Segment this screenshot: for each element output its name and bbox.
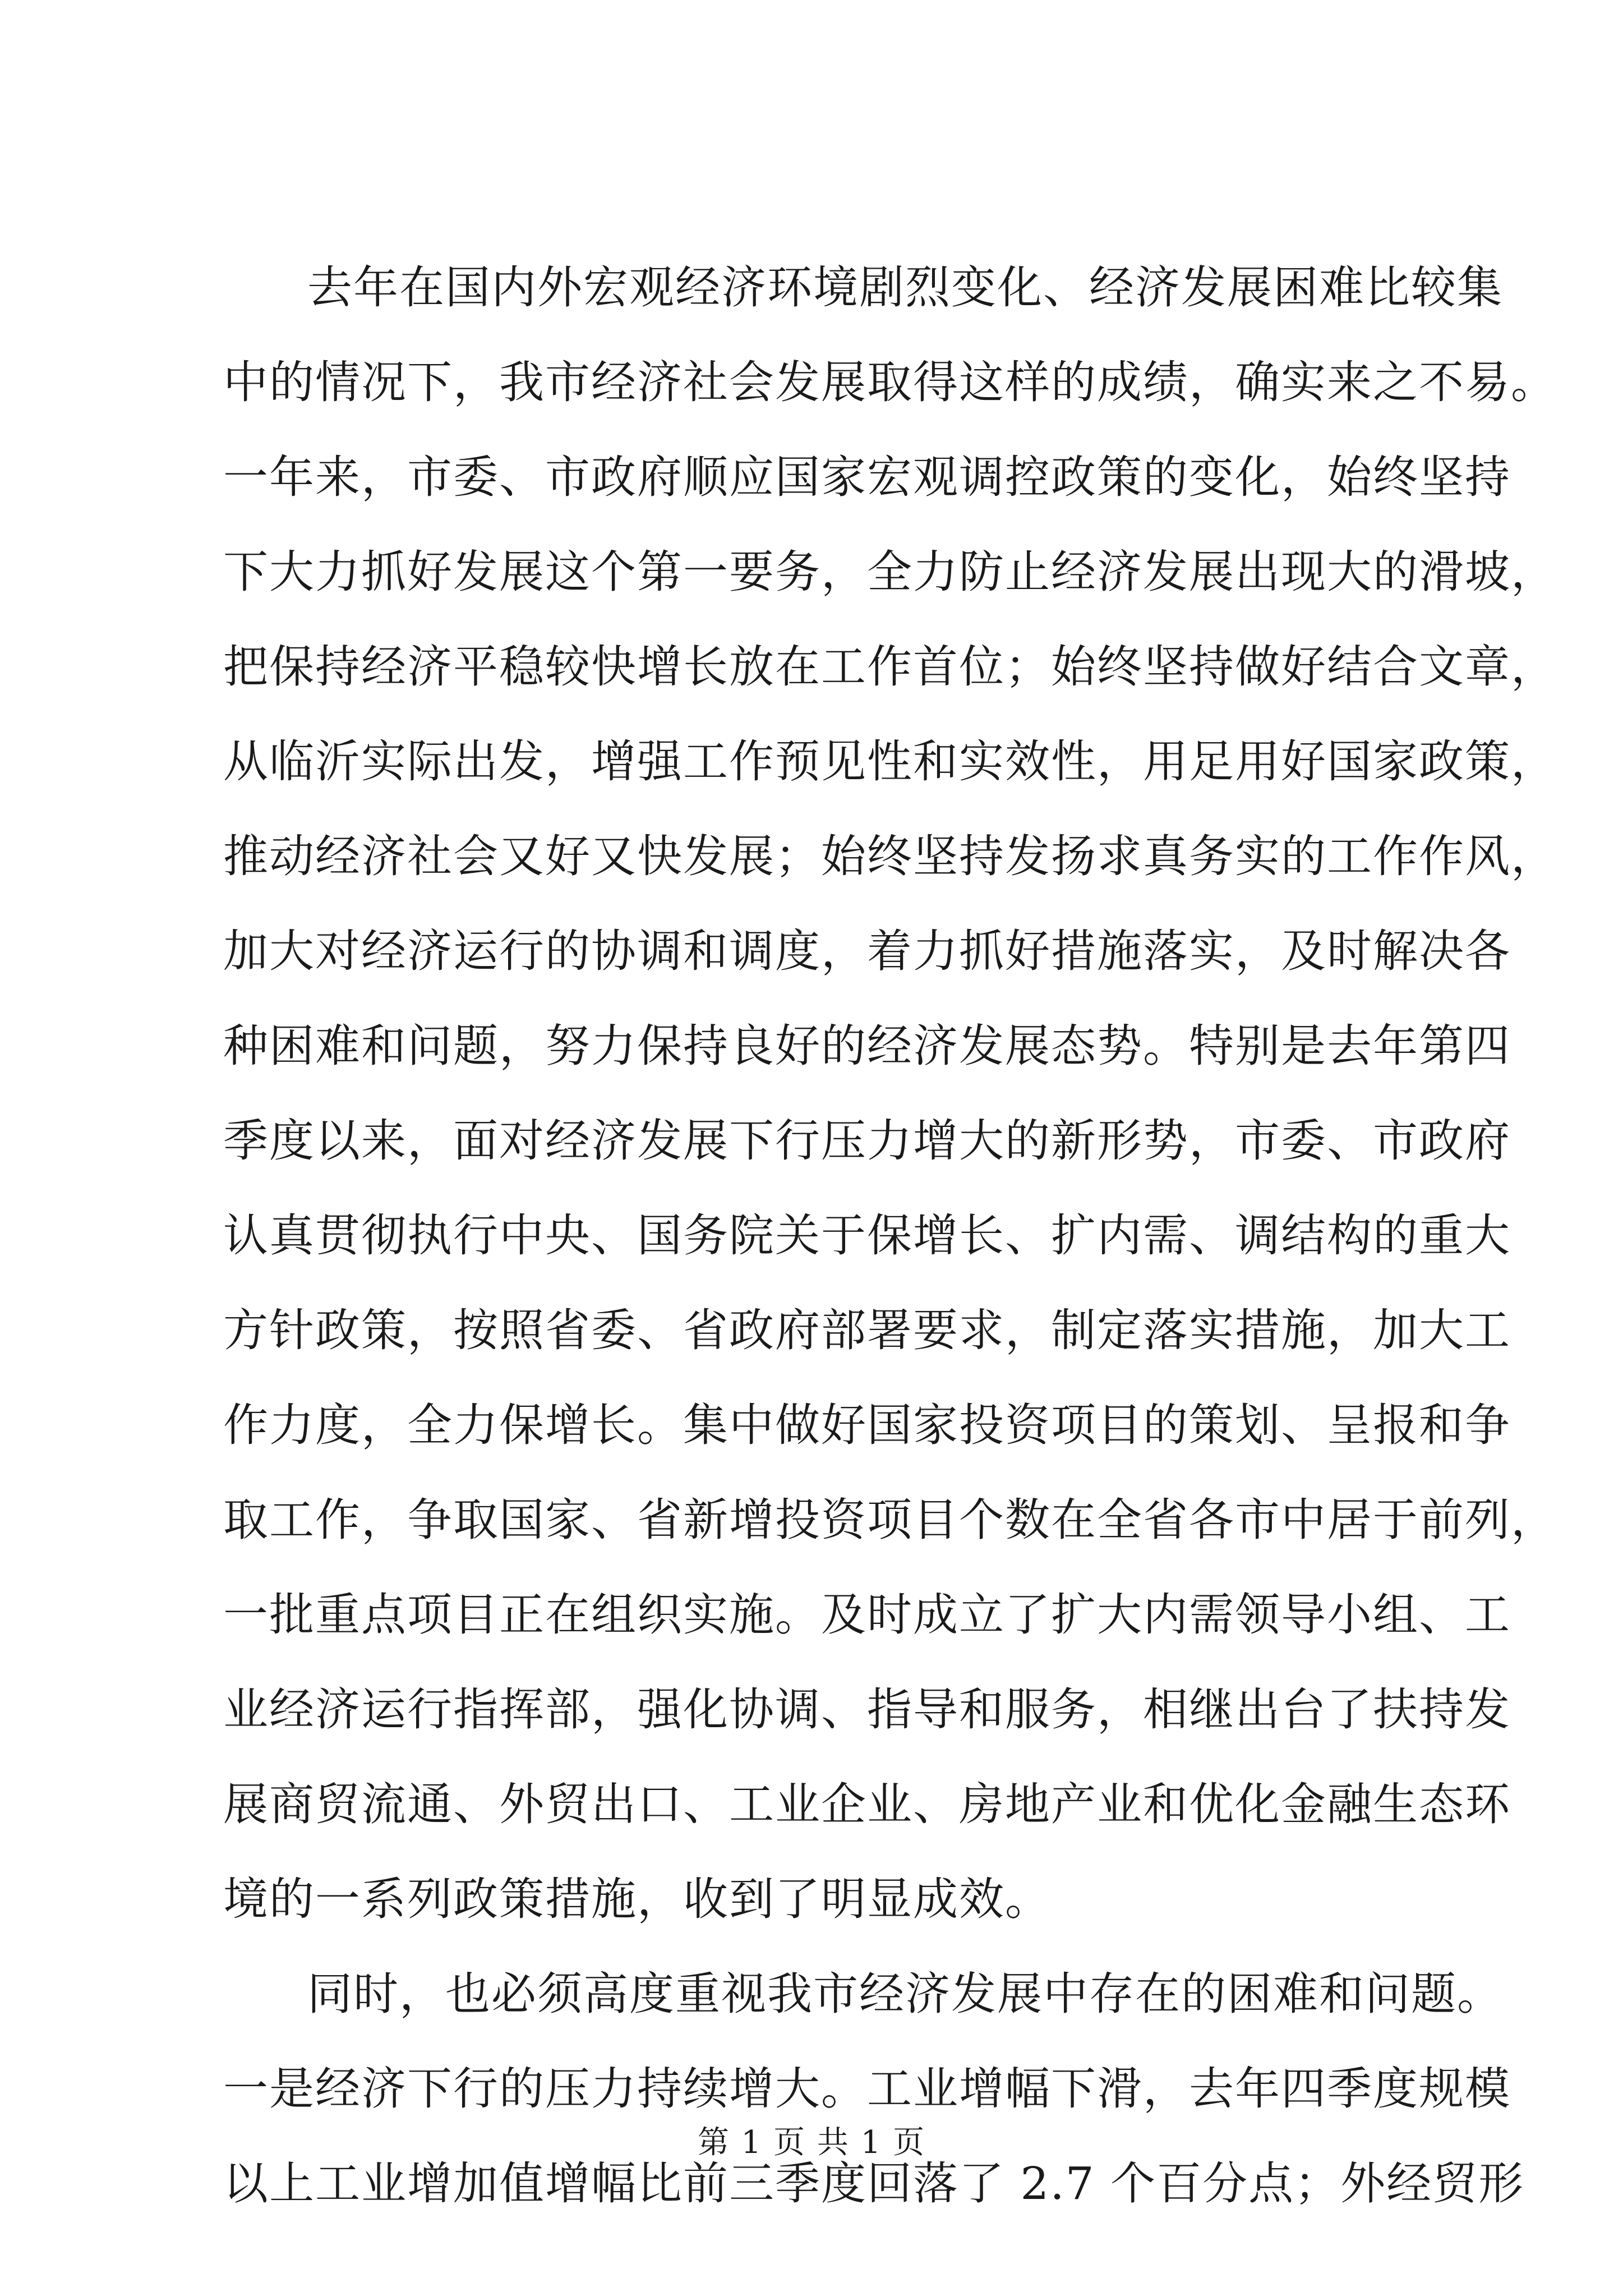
page-number-footer: 第 1 页 共 1 页 <box>697 2124 926 2161</box>
paragraph-2 <box>223 1968 1525 2210</box>
text-line: 季度以来，面对经济发展下行压力增大的新形势，市委、市政府 <box>223 1115 1511 1167</box>
text-line: 一是经济下行的压力持续增大。工业增幅下滑，去年四季度规模 <box>223 2063 1511 2115</box>
text-line: 取工作，争取国家、省新增投资项目个数在全省各市中居于前列， <box>223 1494 1557 1546</box>
text-line: 种困难和问题，努力保持良好的经济发展态势。特别是去年第四 <box>223 1020 1511 1072</box>
text-line: 推动经济社会又好又快发展；始终坚持发扬求真务实的工作作风， <box>223 830 1557 882</box>
text-line: 从临沂实际出发，增强工作预见性和实效性，用足用好国家政策， <box>223 735 1557 788</box>
text-line: 以上工业增加值增幅比前三季度回落了 2.7 个百分点；外经贸形 <box>223 2157 1525 2210</box>
text-line: 把保持经济平稳较快增长放在工作首位；始终坚持做好结合文章， <box>223 641 1557 693</box>
text-line: 下大力抓好发展这个第一要务，全力防止经济发展出现大的滑坡， <box>223 546 1557 598</box>
text-line: 一批重点项目正在组织实施。及时成立了扩大内需领导小组、工 <box>223 1589 1511 1641</box>
document-body <box>223 261 1557 2254</box>
text-line: 展商贸流通、外贸出口、工业企业、房地产业和优化金融生态环 <box>223 1778 1511 1830</box>
text-line: 去年在国内外宏观经济环境剧烈变化、经济发展困难比较集 <box>307 261 1503 314</box>
text-line: 境的一系列政策措施，收到了明显成效。 <box>223 1873 1051 1925</box>
text-line: 方针政策，按照省委、省政府部署要求，制定落实措施，加大工 <box>223 1304 1511 1356</box>
text-line: 一年来，市委、市政府顺应国家宏观调控政策的变化，始终坚持 <box>223 451 1511 503</box>
text-line: 加大对经济运行的协调和调度，着力抓好措施落实，及时解决各 <box>223 925 1511 977</box>
text-line: 作力度，全力保增长。集中做好国家投资项目的策划、呈报和争 <box>223 1399 1511 1451</box>
text-line: 中的情况下，我市经济社会发展取得这样的成绩，确实来之不易。 <box>223 356 1557 408</box>
text-line: 同时，也必须高度重视我市经济发展中存在的困难和问题。 <box>307 1968 1503 2020</box>
text-line: 业经济运行指挥部，强化协调、指导和服务，相继出台了扶持发 <box>223 1683 1511 1736</box>
paragraph-1 <box>223 261 1557 1925</box>
text-line: 认真贯彻执行中央、国务院关于保增长、扩内需、调结构的重大 <box>223 1209 1511 1262</box>
